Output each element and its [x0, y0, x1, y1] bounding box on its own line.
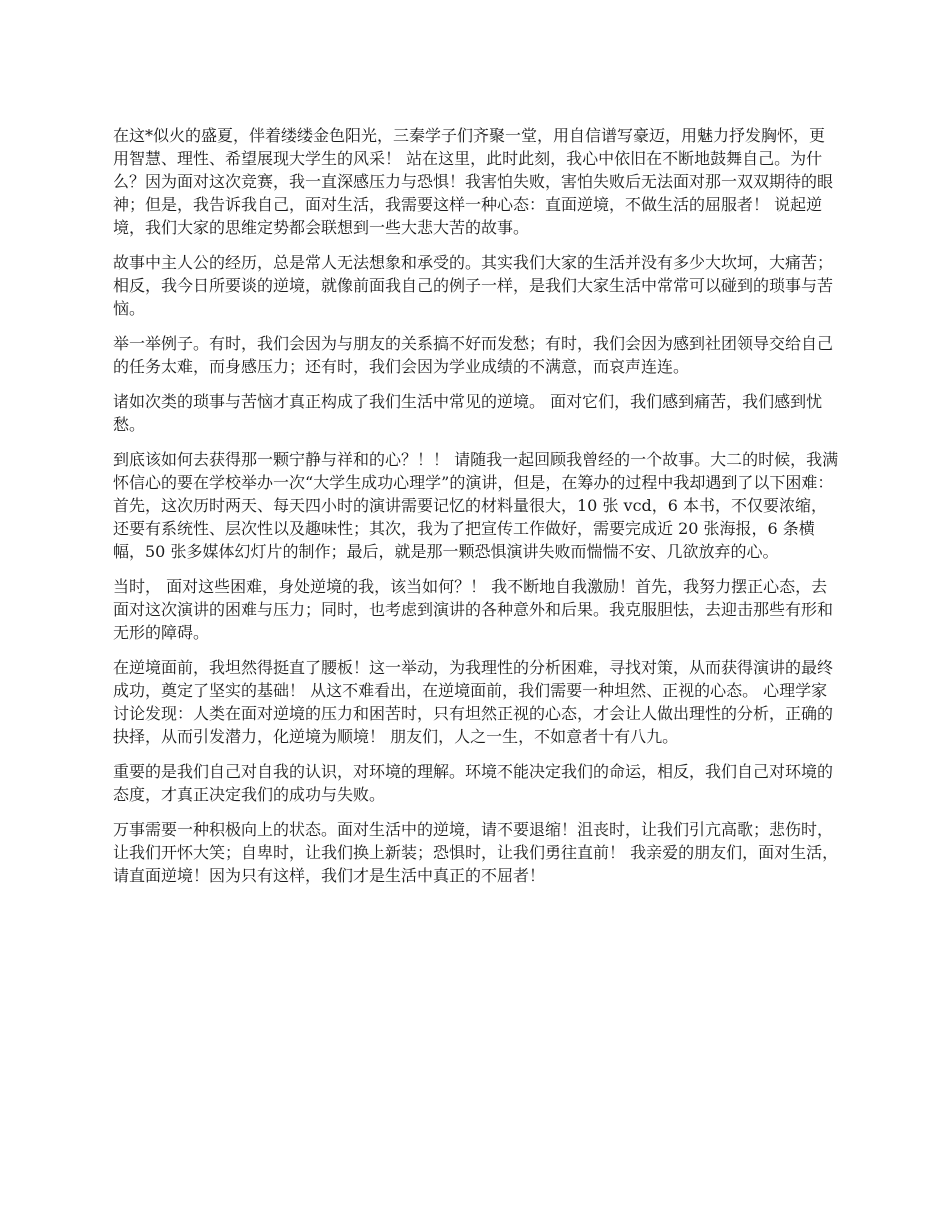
document-page [113, 124, 840, 899]
paragraph-2: 故事中主人公的经历，总是常人无法想象和承受的。其实我们大家的生活并没有多少大坎坷，大痛苦；相反，我今日所要谈的逆境，就像前面我自己的例子一样，是我们大家生活中常常可以碰到的琐事与苦恼。 [113, 253, 834, 318]
paragraph-9: 万事需要一种积极向上的状态。面对生活中的逆境，请不要退缩！沮丧时，让我们引亢高歌；悲伤时，让我们开怀大笑；自卑时，让我们换上新装；恐惧时，让我们勇往直前！ 我亲爱的朋友们，面对生活，请直面逆境！因为只有这样，我们才是生活中真正的不屈者！ [113, 820, 839, 885]
paragraph-7: 在逆境面前，我坦然得挺直了腰板！这一举动，为我理性的分析困难，寻找对策，从而获得演讲的最终成功，奠定了坚实的基础！ 从这不难看出，在逆境面前，我们需要一种坦然、正视的心态。 心理学家讨论发现：人类在面对逆境的压力和困苦时，只有坦然正视的心态，才会让人做出理性的分析，正确的抉择，从而引发潜力，化逆境为顺境！ 朋友们，人之一生，不如意者十有八九。 [113, 658, 834, 746]
paragraph-5: 到底该如何去获得那一颗宁静与祥和的心？！！ 请随我一起回顾我曾经的一个故事。大二的时候，我满怀信心的要在学校举办一次“大学生成功心理学”的演讲，但是，在筹办的过程中我却遇到了以下困难：首先，这次历时两天、每天四小时的演讲需要记忆的材料量很大，10 张 vcd，6 本书，不仅要浓缩，还要有系统性、层次性以及趣味性；其次，我为了把宣传工作做好，需要完成近 20 张海报，6 条横幅，50 张多媒体幻灯片的制作；最后，就是那一颗恐惧演讲失败而惴惴不安、几欲放弃的心。 [113, 450, 839, 561]
paragraph-6: 当时， 面对这些困难，身处逆境的我，该当如何？！ 我不断地自我激励！首先，我努力摆正心态，去面对这次演讲的困难与压力；同时，也考虑到演讲的各种意外和后果。我克服胆怯，去迎击那些有形和无形的障碍。 [113, 577, 834, 642]
paragraph-1: 在这*似火的盛夏，伴着缕缕金色阳光，三秦学子们齐聚一堂，用自信谱写豪迈，用魅力抒发胸怀，更用智慧、理性、希望展现大学生的风采！ 站在这里，此时此刻，我心中依旧在不断地鼓舞自己。为什么？因为面对这次竞赛，我一直深感压力与恐惧！我害怕失败，害怕失败后无法面对那一双双期待的眼神；但是，我告诉我自己，面对生活，我需要这样一种心态：直面逆境，不做生活的屈服者！ 说起逆境，我们大家的思维定势都会联想到一些大悲大苦的故事。 [113, 126, 834, 237]
paragraph-3: 举一举例子。有时，我们会因为与朋友的关系搞不好而发愁；有时，我们会因为感到社团领导交给自己的任务太难，而身感压力；还有时，我们会因为学业成绩的不满意，而哀声连连。 [113, 334, 834, 376]
paragraph-4: 诸如次类的琐事与苦恼才真正构成了我们生活中常见的逆境。 面对它们，我们感到痛苦，我们感到忧愁。 [113, 392, 823, 434]
paragraph-8: 重要的是我们自己对自我的认识，对环境的理解。环境不能决定我们的命运，相反，我们自己对环境的态度，才真正决定我们的成功与失败。 [113, 762, 834, 804]
